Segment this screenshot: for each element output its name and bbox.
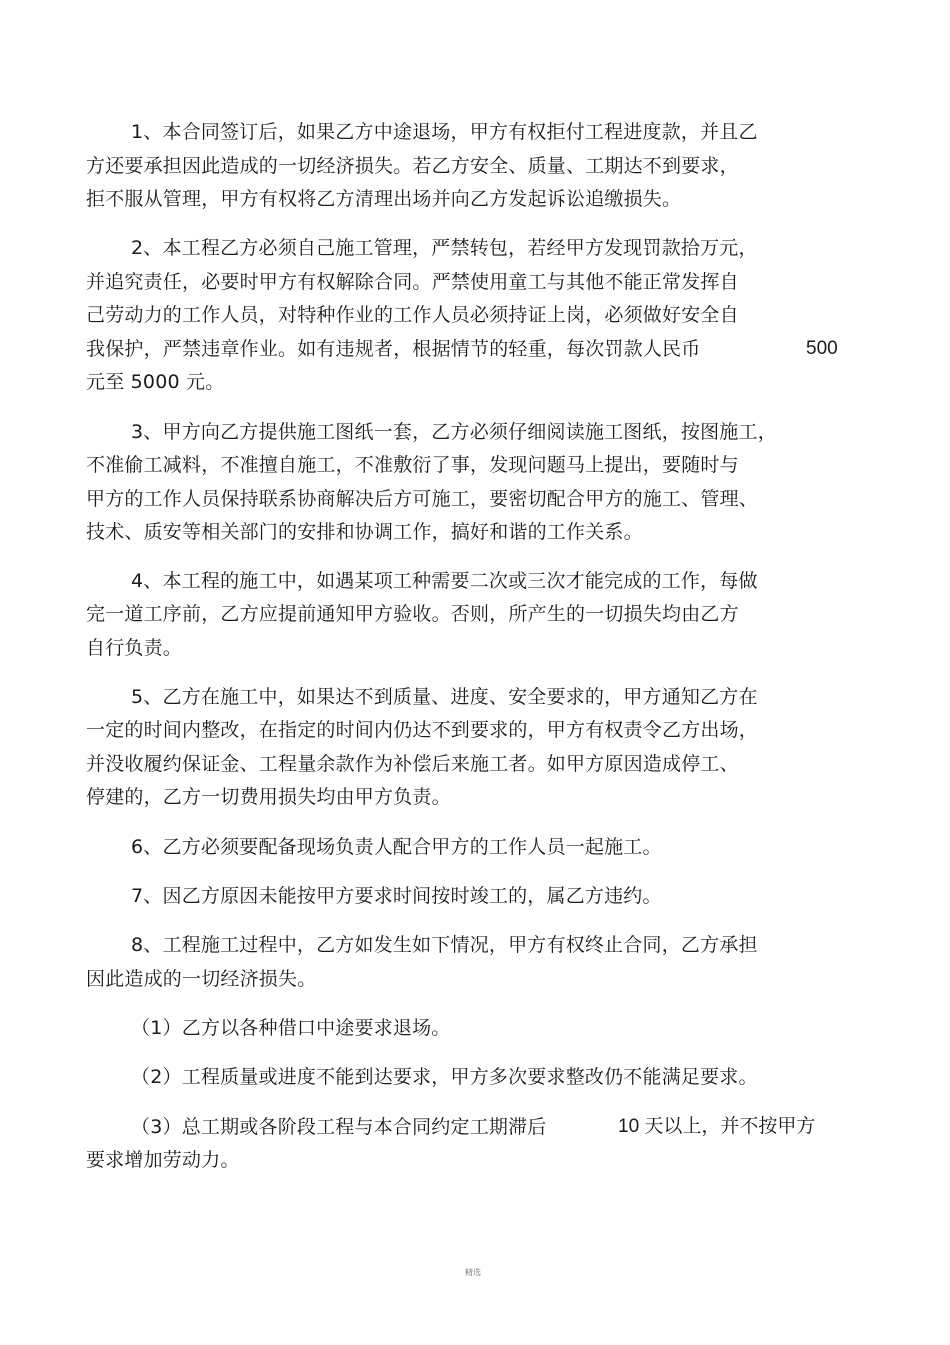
p5-line-4: 停建的，乙方一切费用损失均由甲方负责。	[86, 786, 451, 808]
p8-line-1: 8、工程施工过程中，乙方如发生如下情况，甲方有权终止合同，乙方承担	[131, 934, 758, 956]
p4-line-3: 自行负责。	[86, 637, 183, 659]
subitem-2: （2）工程质量或进度不能到达要求，甲方多次要求整改仍不能满足要求。	[131, 1066, 758, 1088]
p2-line-5: 元至 5000 元。	[86, 371, 225, 393]
p1-line-2: 方还要承担因此造成的一切经济损失。若乙方安全、质量、工期达不到要求，	[86, 155, 739, 177]
p5-line-2: 一定的时间内整改，在指定的时间内仍达不到要求的，甲方有权责令乙方出场，	[86, 719, 759, 741]
p2-line-3: 己劳动力的工作人员，对特种作业的工作人员必须持证上岗，必须做好安全自	[86, 304, 739, 326]
p1-line-1: 1、本合同签订后，如果乙方中途退场，甲方有权拒付工程进度款，并且乙	[131, 121, 758, 143]
p4-line-1: 4、本工程的施工中，如遇某项工种需要二次或三次才能完成的工作，每做	[131, 570, 758, 592]
p2-line-4: 我保护，严禁违章作业。如有违规者，根据情节的轻重，每次罚款人民币	[86, 338, 701, 360]
p3-line-2: 不准偷工减料，不准擅自施工，不准敷衍了事，发现问题马上提出，要随时与	[86, 454, 739, 476]
p3-line-4: 技术、质安等相关部门的安排和协调工作，搞好和谐的工作关系。	[86, 521, 643, 543]
p2-line-1: 2、本工程乙方必须自己施工管理，严禁转包，若经甲方发现罚款拾万元，	[131, 237, 758, 259]
p6-line-1: 6、乙方必须要配备现场负责人配合甲方的工作人员一起施工。	[131, 836, 662, 858]
subitem-3-line-1: （3）总工期或各阶段工程与本合同约定工期滞后	[131, 1116, 547, 1138]
subitem-3-tail: 10 天以上，并不按甲方	[618, 1116, 816, 1137]
p1-line-3: 拒不服从管理，甲方有权将乙方清理出场并向乙方发起诉讼追缴损失。	[86, 188, 682, 210]
p7-line-1: 7、因乙方原因未能按甲方要求时间按时竣工的，属乙方违约。	[131, 885, 662, 907]
p8-line-2: 因此造成的一切经济损失。	[86, 968, 317, 990]
p3-line-1: 3、甲方向乙方提供施工图纸一套，乙方必须仔细阅读施工图纸，按图施工，	[131, 421, 777, 443]
subitem-1: （1）乙方以各种借口中途要求退场。	[131, 1017, 451, 1039]
p5-line-3: 并没收履约保证金、工程量余款作为补偿后来施工者。如甲方原因造成停工、	[86, 753, 739, 775]
p4-line-2: 完一道工序前，乙方应提前通知甲方验收。否则，所产生的一切损失均由乙方	[86, 603, 739, 625]
p3-line-3: 甲方的工作人员保持联系协商解决后方可施工，要密切配合甲方的施工、管理、	[86, 488, 759, 510]
p5-line-1: 5、乙方在施工中，如果达不到质量、进度、安全要求的，甲方通知乙方在	[131, 686, 758, 708]
page-footer: 精选	[465, 1268, 481, 1277]
p2-amount: 500	[806, 338, 838, 359]
subitem-3-line-2: 要求增加劳动力。	[86, 1149, 240, 1171]
p2-line-2: 并追究责任，必要时甲方有权解除合同。严禁使用童工与其他不能正常发挥自	[86, 271, 739, 293]
